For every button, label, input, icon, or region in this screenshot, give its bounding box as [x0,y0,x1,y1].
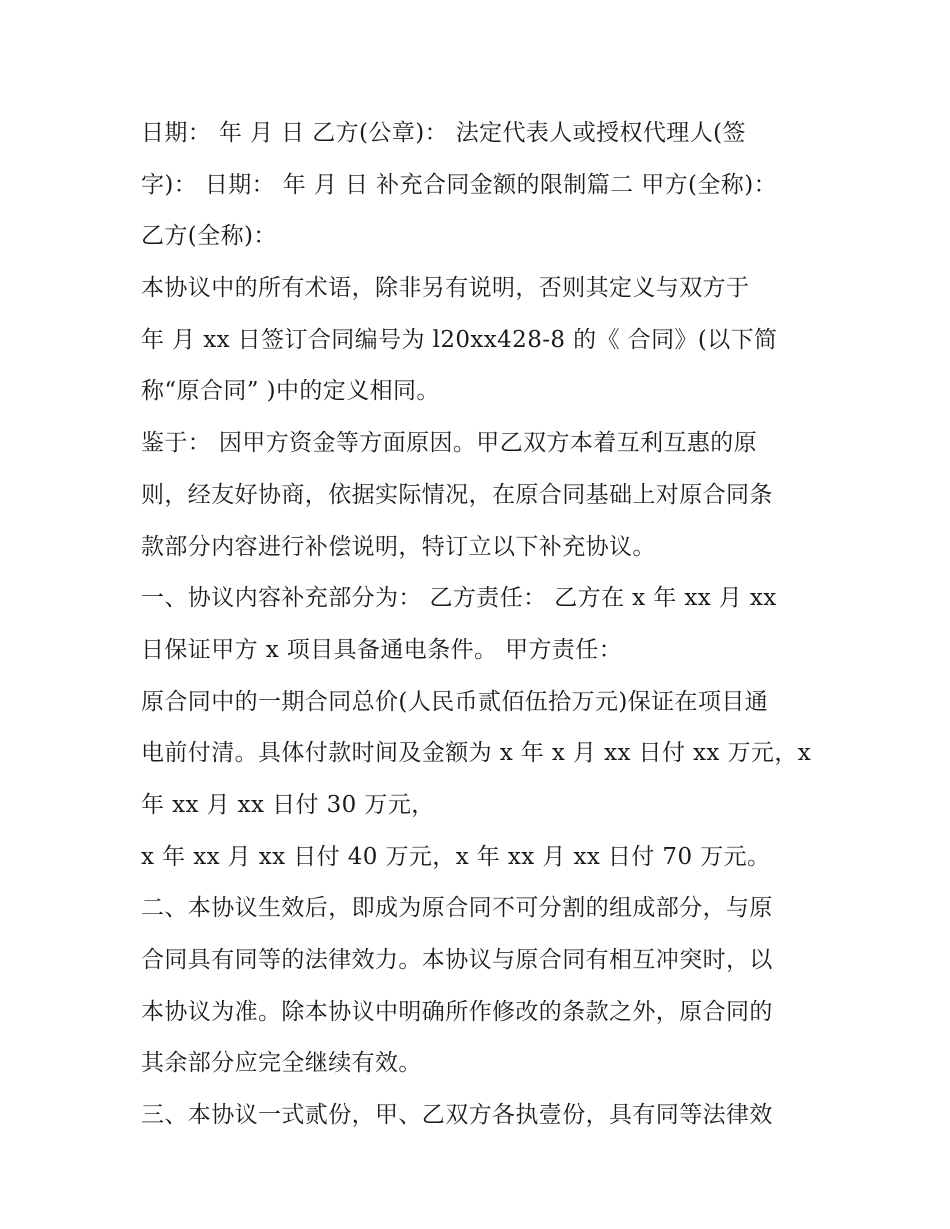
text-line: 年 xx 月 xx 日付 30 万元， [141,791,435,818]
text-line: 鉴于： 因甲方资金等方面原因。甲乙双方本着互利互惠的原 [141,430,758,457]
text-line: 本协议为准。除本协议中明确所作修改的条款之外，原合同的 [141,998,773,1025]
text-line: 日期： 年 月 日 乙方(公章)： 法定代表人或授权代理人(签 [141,120,746,146]
text-line: 称“原合同” )中的定义相同。 [141,378,440,405]
text-line: 其余部分应完全继续有效。 [141,1050,422,1077]
text-line: 合同具有同等的法律效力。本协议与原合同有相互冲突时，以 [141,947,773,973]
text-line: x 年 xx 月 xx 日付 40 万元，x 年 xx 月 xx 日付 70 万元。 [141,843,771,870]
text-line: 字)： 日期： 年 月 日 补充合同金额的限制篇二 甲方(全称)： [141,171,777,198]
document-body [141,108,821,1142]
text-line: 年 月 xx 日签订合同编号为 l20xx428-8 的《 合同》(以下简 [141,326,778,353]
text-line: 一、协议内容补充部分为： 乙方责任： 乙方在 x 年 xx 月 xx [141,585,777,612]
text-line: 原合同中的一期合同总价(人民币贰佰伍拾万元)保证在项目通 [141,688,769,715]
text-line: 本协议中的所有术语，除非另有说明，否则其定义与双方于 [141,275,750,302]
text-line: 三、本协议一式贰份，甲、乙双方各执壹份，具有同等法律效 [141,1102,773,1129]
text-line: 款部分内容进行补偿说明，特订立以下补充协议。 [141,533,656,560]
text-line: 乙方(全称)： [141,223,277,250]
text-line: 日保证甲方 x 项目具备通电条件。 甲方责任： [141,636,623,663]
text-line: 二、本协议生效后，即成为原合同不可分割的组成部分，与原 [141,895,773,922]
text-line: 则，经友好协商，依据实际情况，在原合同基础上对原合同条 [141,481,773,508]
text-line: 电前付清。具体付款时间及金额为 x 年 x 月 xx 日付 xx 万元，x [141,740,812,767]
